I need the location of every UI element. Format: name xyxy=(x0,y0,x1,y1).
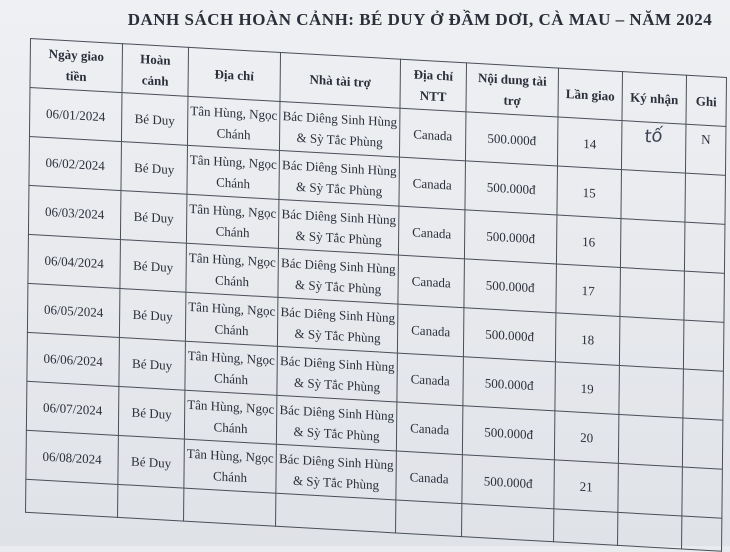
address-line-1: Tân Hùng, Ngọc xyxy=(187,396,275,417)
address-line-2: Chánh xyxy=(213,419,248,437)
header-dia-chi: Địa chỉ xyxy=(188,47,281,101)
country-cell: Canada xyxy=(399,157,466,210)
country-cell: Canada xyxy=(398,255,465,308)
date-cell: 06/05/2024 xyxy=(27,283,120,337)
signature-cell xyxy=(620,219,685,272)
country-cell: Canada xyxy=(396,402,463,455)
address-line-2: Chánh xyxy=(212,468,248,486)
amount-cell: 500.000đ xyxy=(465,161,558,215)
name-cell: Bé Duy xyxy=(119,337,186,390)
sponsor-cell xyxy=(278,199,399,255)
count-cell: 15 xyxy=(557,166,622,219)
header-dia-chi-ntt: Địa chỉ NTT xyxy=(400,59,467,112)
signature-cell xyxy=(619,316,684,369)
amount-cell: 500.000đ xyxy=(462,455,555,509)
header-ky-nhan: Ký nhận xyxy=(622,72,687,125)
empty-cell xyxy=(184,488,276,526)
sponsor-line-2: & Sỳ Tắc Phùng xyxy=(293,423,380,444)
address-cell xyxy=(185,292,278,346)
sponsor-cell xyxy=(278,248,399,304)
empty-cell xyxy=(554,509,618,546)
address-line-1: Tân Hùng, Ngọc xyxy=(189,151,277,172)
amount-cell: 500.000đ xyxy=(464,210,557,264)
date-cell: 06/01/2024 xyxy=(29,87,122,141)
handover-table xyxy=(25,38,727,552)
note-cell: N xyxy=(685,124,726,175)
date-cell: 06/06/2024 xyxy=(27,332,120,386)
note-cell xyxy=(683,320,724,371)
address-line-1: Tân Hùng, Ngọc xyxy=(190,102,278,123)
count-cell: 14 xyxy=(557,117,622,170)
signature-cell xyxy=(621,121,686,174)
signature-cell xyxy=(621,170,686,223)
address-cell xyxy=(187,145,280,199)
name-cell: Bé Duy xyxy=(119,289,186,342)
name-cell: Bé Duy xyxy=(120,240,187,293)
sponsor-line-2: & Sỳ Tắc Phùng xyxy=(292,472,380,493)
header-hoan-canh: Hoàn cảnh xyxy=(122,44,189,97)
table-sheet xyxy=(25,38,727,552)
sponsor-line-1: Bác Diêng Sinh Hùng xyxy=(281,206,397,228)
sponsor-line-1: Bác Diêng Sinh Hùng xyxy=(282,108,398,130)
address-cell xyxy=(187,96,280,150)
address-cell xyxy=(184,439,277,493)
address-line-1: Tân Hùng, Ngọc xyxy=(187,347,275,368)
sponsor-line-1: Bác Diêng Sinh Hùng xyxy=(279,401,395,424)
empty-cell xyxy=(26,479,118,517)
page-title: DANH SÁCH HOÀN CẢNH: BÉ DUY Ở ĐẦM DƠI, CÀ MAU – NĂM 2024 xyxy=(127,10,713,29)
address-line-2: Chánh xyxy=(216,125,251,143)
address-line-2: Chánh xyxy=(214,370,249,388)
signature-cell xyxy=(618,463,683,516)
address-cell xyxy=(185,341,278,395)
name-cell: Bé Duy xyxy=(118,435,185,488)
sponsor-cell xyxy=(279,101,400,157)
note-cell xyxy=(685,173,726,224)
sponsor-cell xyxy=(277,297,398,353)
count-cell: 20 xyxy=(554,411,619,464)
note-cell xyxy=(684,222,725,273)
header-ghi: Ghi xyxy=(686,75,727,126)
handwritten-signature: tố xyxy=(643,125,665,148)
empty-cell xyxy=(276,493,396,533)
empty-cell xyxy=(462,504,554,542)
header-noi-dung: Nội dung tài trợ xyxy=(466,63,559,117)
empty-cell xyxy=(118,484,184,521)
name-cell: Bé Duy xyxy=(121,142,188,195)
note-cell xyxy=(683,369,724,420)
address-cell xyxy=(186,243,279,297)
sponsor-line-2: & Sỳ Tắc Phùng xyxy=(296,129,383,150)
address-line-1: Tân Hùng, Ngọc xyxy=(189,200,277,221)
address-line-1: Tân Hùng, Ngọc xyxy=(188,298,276,319)
country-cell: Canada xyxy=(399,108,466,161)
header-lan-giao: Lần giao xyxy=(558,68,623,121)
amount-cell: 500.000đ xyxy=(463,308,556,362)
name-cell: Bé Duy xyxy=(121,93,188,146)
country-cell: Canada xyxy=(397,304,464,357)
empty-cell xyxy=(618,512,682,549)
country-cell: Canada xyxy=(397,353,464,406)
address-line-2: Chánh xyxy=(215,223,250,241)
amount-cell: 500.000đ xyxy=(463,357,556,411)
count-cell: 16 xyxy=(556,215,621,268)
sponsor-line-1: Bác Diêng Sinh Hùng xyxy=(280,255,396,277)
sponsor-cell xyxy=(279,150,400,206)
sponsor-line-1: Bác Diêng Sinh Hùng xyxy=(280,304,396,326)
date-cell: 06/02/2024 xyxy=(29,136,122,190)
sponsor-cell xyxy=(277,346,398,402)
note-cell xyxy=(682,418,723,469)
country-cell: Canada xyxy=(398,206,465,259)
address-line-2: Chánh xyxy=(215,272,250,290)
date-cell: 06/08/2024 xyxy=(26,430,119,484)
sponsor-line-2: & Sỳ Tắc Phùng xyxy=(293,374,381,395)
country-cell: Canada xyxy=(396,451,463,504)
amount-cell: 500.000đ xyxy=(464,259,557,313)
amount-cell: 500.000đ xyxy=(462,406,555,460)
count-cell: 17 xyxy=(556,264,621,317)
signature-cell xyxy=(620,268,685,321)
count-cell: 18 xyxy=(555,313,620,366)
date-cell: 06/07/2024 xyxy=(26,381,119,435)
sponsor-line-2: & Sỳ Tắc Phùng xyxy=(295,178,383,199)
sponsor-cell xyxy=(276,444,397,500)
sponsor-line-1: Bác Diêng Sinh Hùng xyxy=(279,352,395,375)
name-cell: Bé Duy xyxy=(118,386,185,439)
sponsor-line-2: & Sỳ Tắc Phùng xyxy=(294,325,381,346)
count-cell: 21 xyxy=(554,460,619,513)
date-cell: 06/04/2024 xyxy=(28,234,121,288)
count-cell: 19 xyxy=(555,362,620,415)
sponsor-line-1: Bác Diêng Sinh Hùng xyxy=(282,157,397,179)
header-nha-tai-tro: Nhà tài trợ xyxy=(280,53,401,109)
sponsor-line-1: Bác Diêng Sinh Hùng xyxy=(278,450,394,473)
name-cell: Bé Duy xyxy=(120,191,187,244)
note-cell xyxy=(682,467,723,518)
address-line-1: Tân Hùng, Ngọc xyxy=(186,445,274,466)
address-line-1: Tân Hùng, Ngọc xyxy=(188,249,276,270)
note-cell xyxy=(684,271,725,322)
empty-cell xyxy=(396,500,462,537)
address-cell xyxy=(184,390,277,444)
sponsor-line-2: & Sỳ Tắc Phùng xyxy=(295,227,382,248)
signature-cell xyxy=(619,365,684,418)
address-line-2: Chánh xyxy=(214,321,249,339)
sponsor-cell xyxy=(276,395,397,451)
header-ngay-giao: Ngày giao tiền xyxy=(30,39,123,93)
address-line-2: Chánh xyxy=(216,174,251,192)
address-cell xyxy=(186,194,279,248)
date-cell: 06/03/2024 xyxy=(28,185,121,239)
sponsor-line-2: & Sỳ Tắc Phùng xyxy=(294,276,382,297)
signature-cell xyxy=(618,414,683,467)
amount-cell: 500.000đ xyxy=(465,112,558,166)
